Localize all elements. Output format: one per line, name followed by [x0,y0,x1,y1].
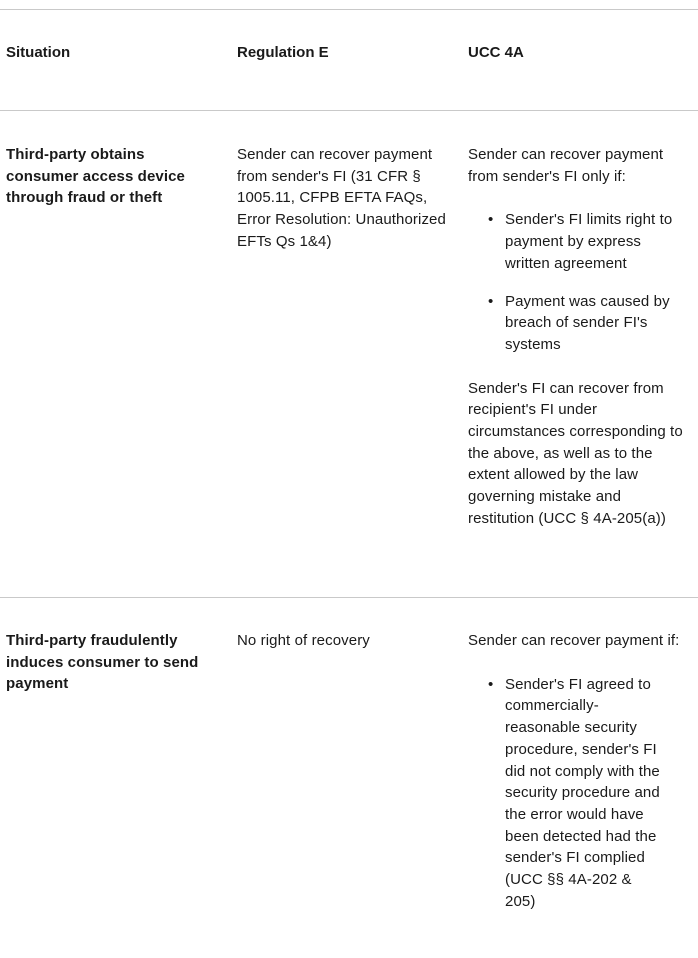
header-bottom-rule [0,110,698,111]
bullet-icon: • [488,675,494,693]
row1-ucc-after: Sender's FI can recover from recipient's FI under circumstances corresponding to the above, as well as to the extent allowed by the law governing mistake and restitution (UCC § 4A-205(a)) [468,379,683,527]
row2-ucc [468,630,690,912]
list-item [488,209,673,274]
table-top-rule [0,9,698,10]
list-item [488,291,673,356]
header-regulation-e: Regulation E [237,44,329,61]
row2-ucc-intro: Sender can recover payment if: [468,632,680,649]
header-situation: Situation [6,44,71,61]
bullet-icon: • [488,292,494,310]
list-item [488,674,665,913]
row1-situation: Third-party obtains consumer access device through fraud or theft [6,146,185,207]
row1-ucc [468,144,690,530]
row1-ucc-intro: Sender can recover payment from sender's FI only if: [468,146,664,185]
row2-ucc-bullets [488,674,665,913]
row2-situation: Third-party fraudulently induces consumer to send payment [6,632,199,693]
row2-regulation-e: No right of recovery [237,632,370,649]
bullet-icon: • [488,211,494,229]
row1-ucc-bullets [488,209,673,355]
header-ucc-4a: UCC 4A [468,44,524,61]
bullet-text: Sender's FI limits right to payment by express written agreement [505,211,673,272]
bullet-text: Payment was caused by breach of sender FI's systems [505,292,670,353]
bullet-text: Sender's FI agreed to commercially-reasonable security procedure, sender's FI did not comply with the security procedure and the error would have been detected had the sender's FI complied (UCC §§ 4A-202 & 205) [505,675,660,910]
row1-bottom-rule [0,597,698,598]
row1-regulation-e: Sender can recover payment from sender's FI (31 CFR § 1005.11, CFPB EFTA FAQs, Error Resolution: Unauthorized EFTs Qs 1&4) [237,146,446,250]
